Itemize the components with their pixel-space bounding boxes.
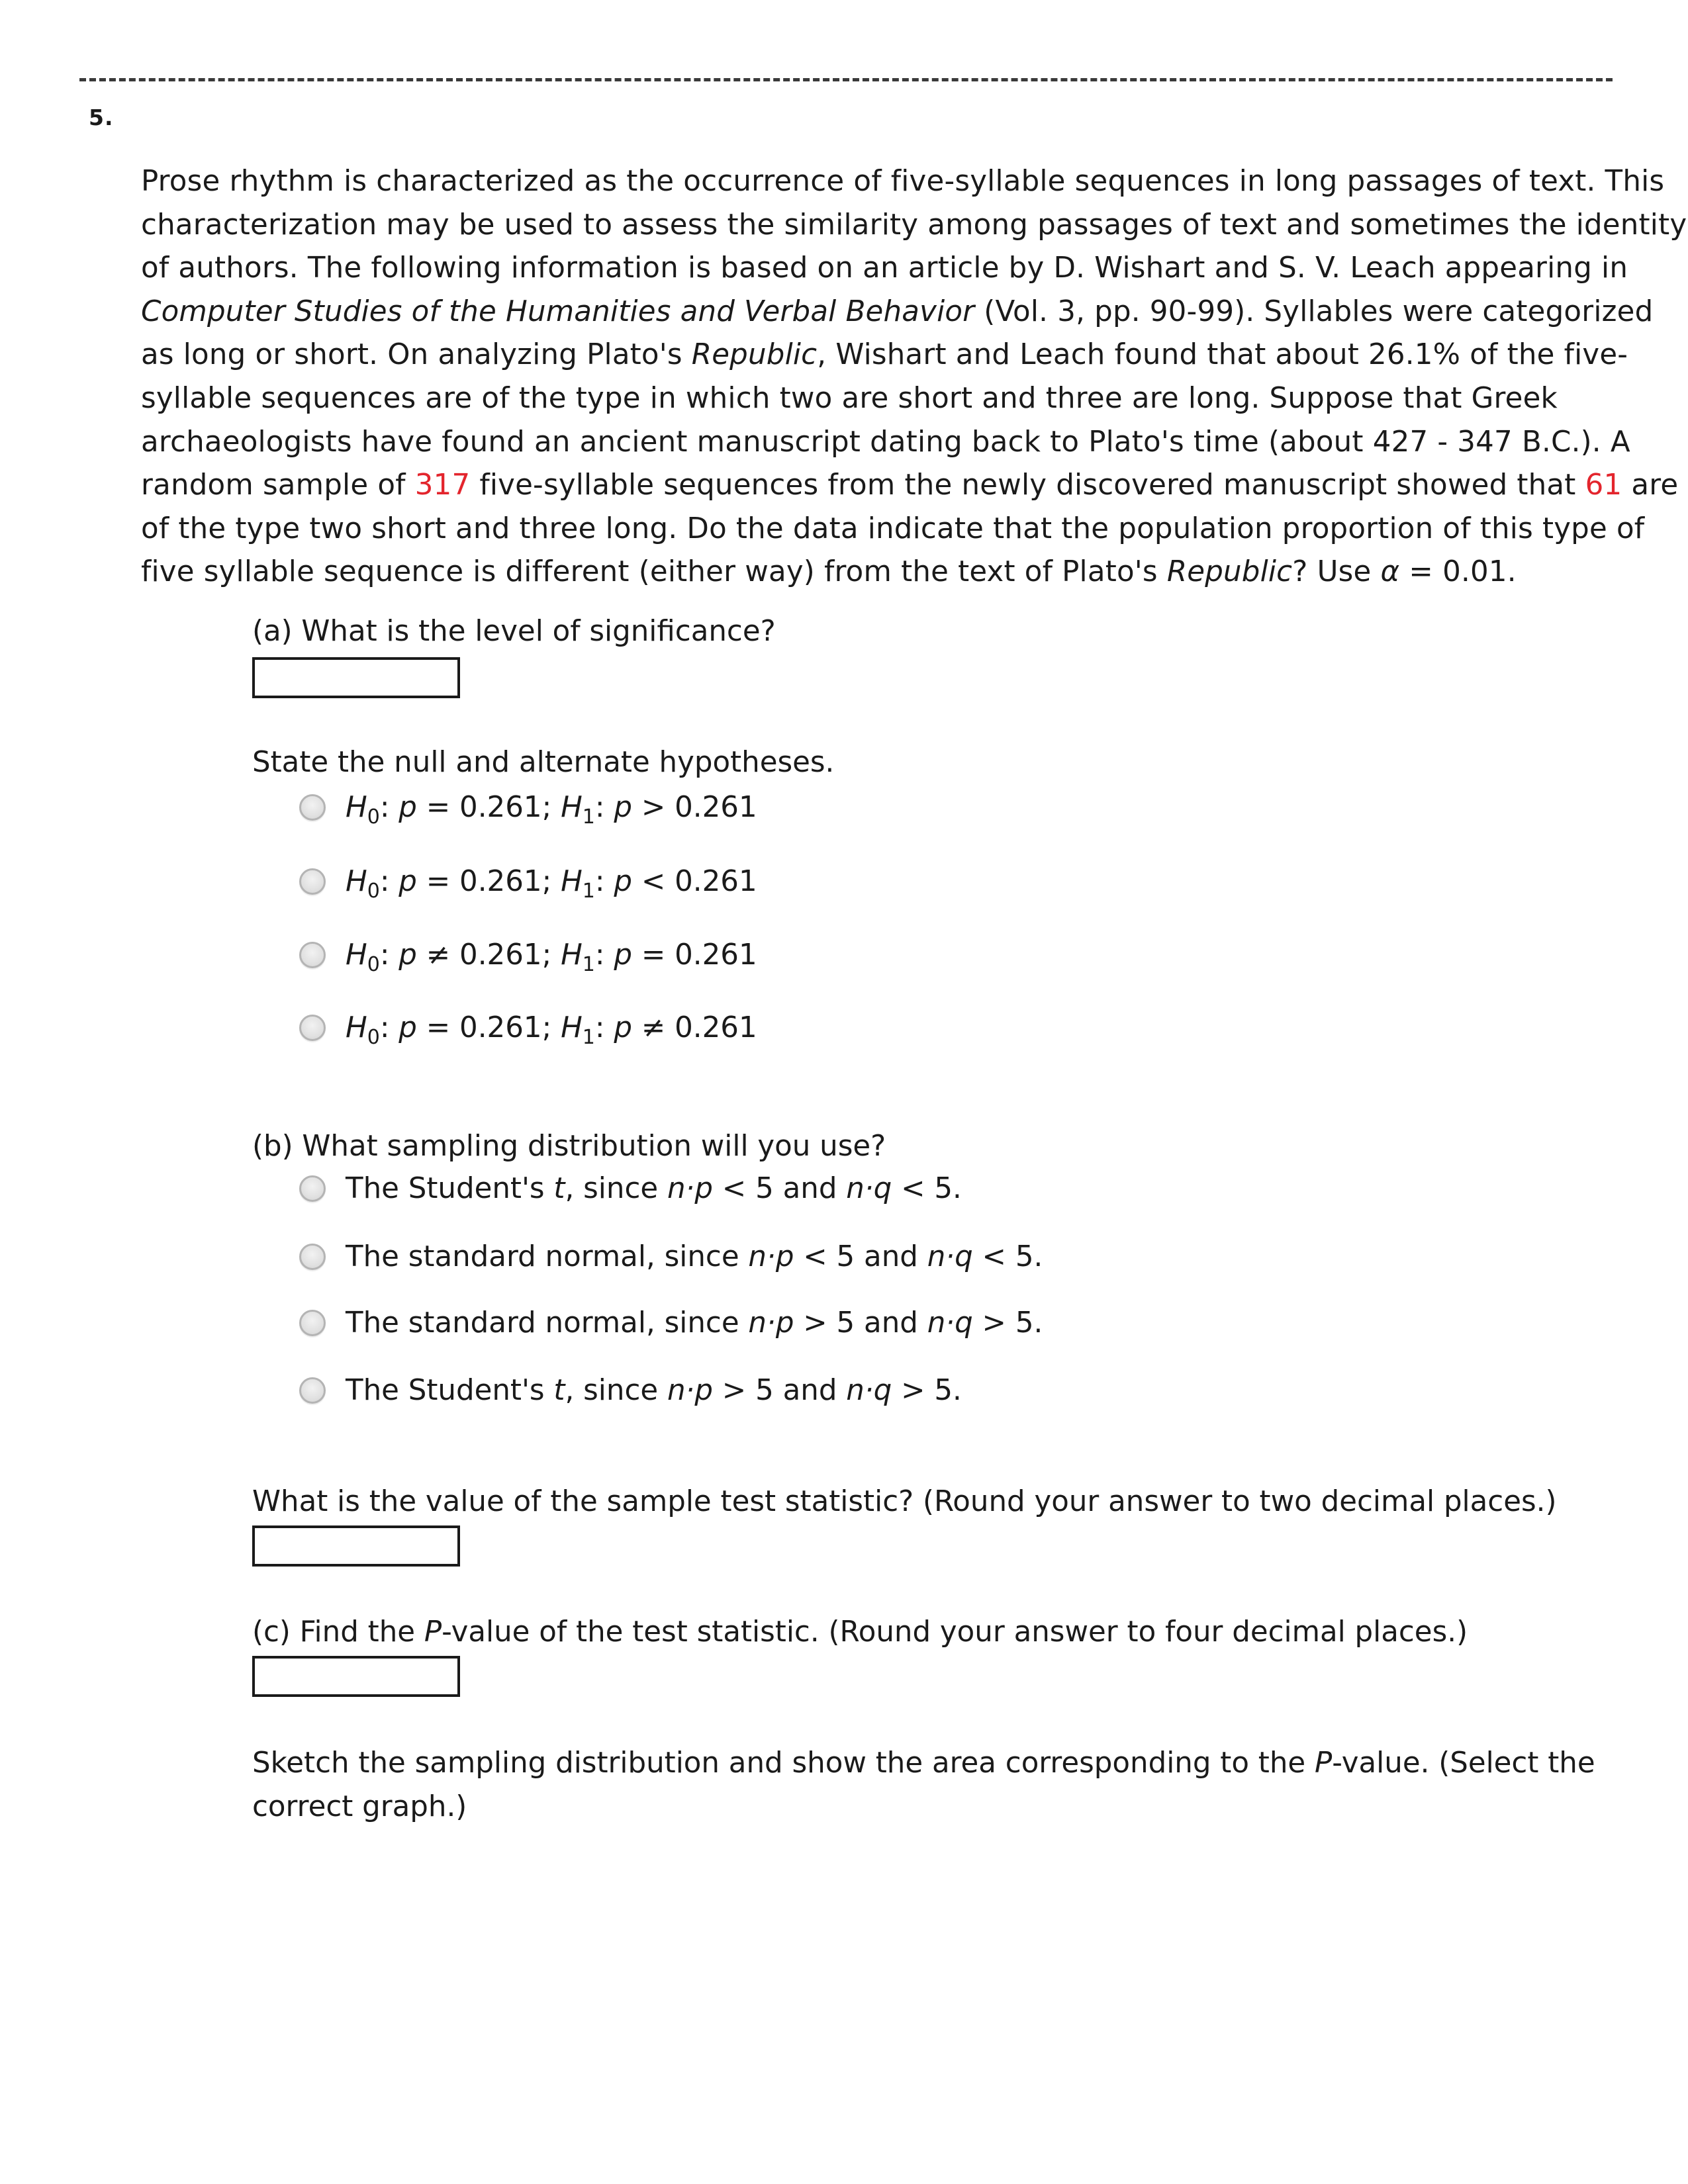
radio-button[interactable]: [299, 1015, 326, 1041]
hypothesis-label: $H_0$: p = 0.261; $H_1$: p < 0.261: [346, 865, 757, 903]
italic-text: Republic: [1166, 555, 1293, 589]
distribution-label: The Student's t, since n·p > 5 and n·q > 5.: [346, 1374, 962, 1407]
question-separator: [79, 78, 1613, 81]
sketch-prompt: Sketch the sampling distribution and show the area corresponding to the P-value. (Select the correct graph.): [252, 1747, 1595, 1823]
radio-button[interactable]: [299, 942, 326, 968]
problem-line: [141, 204, 1687, 248]
problem-statement: [141, 160, 1687, 594]
text-run: , Wishart and Leach found that about 26.1% of the five-: [817, 338, 1628, 372]
hypothesis-option-2[interactable]: [299, 862, 757, 901]
radio-button[interactable]: [299, 868, 326, 895]
problem-line: [141, 464, 1679, 508]
problem-line: [141, 421, 1630, 465]
problem-line: [141, 291, 1654, 334]
p-value-input[interactable]: [252, 1656, 460, 1697]
text-run: five syllable sequence is different (either way) from the text of Plato's: [141, 555, 1167, 589]
radio-button[interactable]: [299, 1377, 326, 1404]
part-b-prompt: (b) What sampling distribution will you use?: [252, 1130, 886, 1163]
problem-line: [141, 377, 1618, 421]
text-run: Prose rhythm is characterized as the occurrence of five-syllable sequences in long passages of text. This: [141, 165, 1665, 198]
text-run: are: [1622, 469, 1679, 502]
problem-line: [141, 551, 1618, 594]
text-run: syllable sequences are of the type in which two are short and three are long. Suppose that Greek: [141, 381, 1558, 415]
text-run: = 0.01.: [1399, 555, 1517, 589]
text-run: random sample of: [141, 469, 415, 502]
italic-text: Republic: [691, 338, 818, 372]
text-run: ? Use: [1292, 555, 1381, 589]
hypothesis-label: $H_0$: p = 0.261; $H_1$: p ≠ 0.261: [346, 1011, 757, 1049]
distribution-option-2[interactable]: [299, 1237, 1043, 1277]
distribution-label: The standard normal, since n·p > 5 and n·q > 5.: [346, 1306, 1043, 1340]
test-statistic-prompt: What is the value of the sample test statistic? (Round your answer to two decimal places.): [252, 1485, 1557, 1518]
distribution-label: The Student's t, since n·p < 5 and n·q < 5.: [346, 1172, 962, 1205]
part-a-prompt: (a) What is the level of significance?: [252, 615, 776, 648]
text-run: five-syllable sequences from the newly discovered manuscript showed that: [470, 469, 1585, 502]
problem-line: [141, 247, 1628, 291]
hypothesis-option-1[interactable]: [299, 788, 757, 827]
hypothesis-label: $H_0$: p ≠ 0.261; $H_1$: p = 0.261: [346, 938, 757, 976]
radio-button[interactable]: [299, 1175, 326, 1202]
problem-line: [141, 160, 1665, 204]
distribution-option-3[interactable]: [299, 1303, 1043, 1343]
italic-text: α: [1380, 555, 1400, 589]
italic-text: Computer Studies of the Humanities and Verbal Behavior: [141, 295, 975, 328]
test-statistic-input[interactable]: [252, 1525, 460, 1567]
radio-button[interactable]: [299, 1310, 326, 1336]
significance-level-input[interactable]: [252, 657, 460, 698]
distribution-option-4[interactable]: [299, 1371, 962, 1410]
distribution-label: The standard normal, since n·p < 5 and n·q < 5.: [346, 1240, 1043, 1273]
part-c-prompt: (c) Find the P-value of the test statistic. (Round your answer to four decimal places.): [252, 1615, 1468, 1649]
hypothesis-option-4[interactable]: [299, 1008, 757, 1048]
text-run: (Vol. 3, pp. 90-99). Syllables were categorized: [974, 295, 1654, 328]
text-run: as long or short. On analyzing Plato's: [141, 338, 692, 372]
hypothesis-option-3[interactable]: [299, 935, 757, 975]
problem-line: [141, 508, 1645, 551]
text-run: of the type two short and three long. Do the data indicate that the population proportion of this type of: [141, 512, 1645, 545]
text-run: characterization may be used to assess the similarity among passages of text and sometimes the identity: [141, 208, 1687, 242]
distribution-option-1[interactable]: [299, 1169, 962, 1208]
hypotheses-prompt: State the null and alternate hypotheses.: [252, 746, 835, 779]
highlighted-value: 61: [1585, 469, 1622, 502]
highlighted-value: 317: [414, 469, 471, 502]
problem-line: [141, 334, 1628, 377]
hypothesis-label: $H_0$: p = 0.261; $H_1$: p > 0.261: [346, 791, 757, 829]
text-run: of authors. The following information is based on an article by D. Wishart and S. V. Leach appearing in: [141, 251, 1628, 285]
radio-button[interactable]: [299, 1244, 326, 1270]
text-run: archaeologists have found an ancient manuscript dating back to Plato's time (about 427 - 347 B.C.). A: [141, 425, 1630, 459]
radio-button[interactable]: [299, 794, 326, 821]
question-number: 5.: [89, 105, 114, 130]
